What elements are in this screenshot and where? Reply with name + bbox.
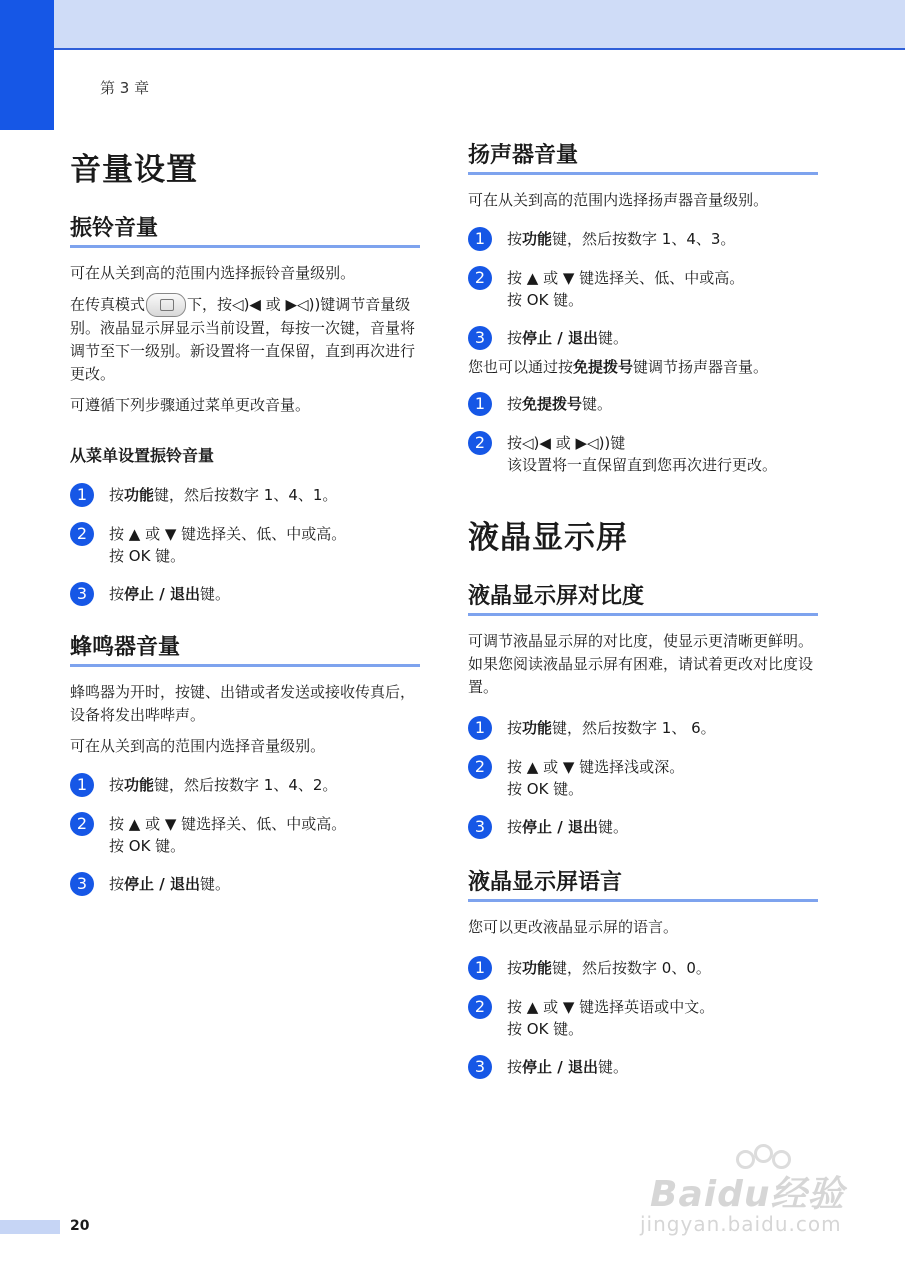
- header-band: [0, 0, 905, 50]
- chapter-label: 第 3 章: [100, 79, 150, 97]
- ring-step-2: 2 按 ▲ 或 ▼ 键选择关、低、中或高。 按 OK 键。: [70, 523, 420, 567]
- fax-mode-icon: [146, 293, 186, 317]
- baidu-watermark: [640, 1150, 850, 1240]
- step-number-1: 1: [468, 392, 492, 416]
- section-title-lcd: 液晶显示屏: [468, 520, 628, 556]
- beeper-step-3: 3 按停止 / 退出键。: [70, 873, 420, 896]
- step-number-1: 1: [468, 956, 492, 980]
- step-number-1: 1: [70, 773, 94, 797]
- contrast-intro: 可调节液晶显示屏的对比度，使显示更清晰更鲜明。如果您阅读液晶显示屏有困难，请试着更改对比度设置。: [468, 632, 814, 696]
- language-step-3: 3 按停止 / 退出键。: [468, 1056, 818, 1079]
- paw-print-icon: [754, 1144, 773, 1163]
- language-step-1: 1 按功能键，然后按数字 0、0。: [468, 957, 818, 980]
- volume-down-icon: ◁)◀: [522, 434, 551, 452]
- speaker-hook-note: 您也可以通过按免提拨号键调节扬声器音量。: [468, 358, 769, 376]
- beeper-step-1: 1 按功能键，然后按数字 1、4、2。: [70, 774, 420, 797]
- right-column: [468, 132, 818, 1079]
- step-number-3: 3: [468, 1055, 492, 1079]
- speaker-step-2: 2 按 ▲ 或 ▼ 键选择关、低、中或高。 按 OK 键。: [468, 267, 818, 311]
- watermark-url: jingyan.baidu.com: [640, 1212, 842, 1236]
- step-number-2: 2: [70, 522, 94, 546]
- ring-intro: 可在从关到高的范围内选择振铃音量级别。: [70, 264, 356, 282]
- step-number-2: 2: [70, 812, 94, 836]
- volume-up-icon: ▶◁)): [575, 434, 611, 452]
- speaker-step-3: 3 按停止 / 退出键。: [468, 327, 818, 350]
- step-number-1: 1: [468, 227, 492, 251]
- volume-up-icon: ▶◁)): [285, 295, 321, 314]
- speaker-step-hook-2: 2 按◁)◀ 或 ▶◁))键 该设置将一直保留直到您再次进行更改。: [468, 432, 818, 476]
- speaker-range: 可在从关到高的范围内选择扬声器音量级别。: [468, 191, 769, 209]
- step-number-3: 3: [468, 326, 492, 350]
- step-number-2: 2: [468, 266, 492, 290]
- step-number-3: 3: [70, 582, 94, 606]
- ring-step-1: 1 按功能键，然后按数字 1、4、1。: [70, 484, 420, 507]
- contrast-step-2: 2 按 ▲ 或 ▼ 键选择浅或深。 按 OK 键。: [468, 756, 818, 800]
- step-number-1: 1: [70, 483, 94, 507]
- step-number-2: 2: [468, 431, 492, 455]
- heading-lcd-language: 液晶显示屏语言: [468, 865, 818, 902]
- contrast-step-3: 3 按停止 / 退出键。: [468, 816, 818, 839]
- ring-step-3: 3 按停止 / 退出键。: [70, 583, 420, 606]
- contrast-step-1: 1 按功能键，然后按数字 1、 6。: [468, 717, 818, 740]
- beeper-intro: 蜂鸣器为开时，按键、出错或者发送或接收传真后，设备将发出哔哔声。: [70, 683, 416, 724]
- heading-lcd-contrast: 液晶显示屏对比度: [468, 579, 818, 616]
- heading-speaker-volume: 扬声器音量: [468, 138, 818, 175]
- volume-down-icon: ◁)◀: [232, 295, 261, 314]
- heading-beeper-volume: 蜂鸣器音量: [70, 630, 420, 667]
- step-number-3: 3: [468, 815, 492, 839]
- ring-fax-mode-text: 在传真模式 下，按◁)◀ 或 ▶◁))键调节音量级别。液晶显示屏显示当前设置，每按一次键，音量将调节至下一级别。新设置将一直保留，直到再次进行更改。: [70, 293, 420, 386]
- left-column: [70, 132, 420, 896]
- step-number-3: 3: [70, 872, 94, 896]
- language-step-2: 2 按 ▲ 或 ▼ 键选择英语或中文。 按 OK 键。: [468, 996, 818, 1040]
- heading-ring-volume: 振铃音量: [70, 211, 420, 248]
- watermark-logo: Baidu经验: [650, 1174, 845, 1215]
- subheading-ring-menu: 从菜单设置振铃音量: [70, 446, 215, 465]
- beeper-range: 可在从关到高的范围内选择音量级别。: [70, 737, 326, 755]
- footer-bar: [0, 1220, 60, 1234]
- page-number: 20: [70, 1218, 90, 1234]
- chapter-tab: [0, 0, 54, 130]
- beeper-step-2: 2 按 ▲ 或 ▼ 键选择关、低、中或高。 按 OK 键。: [70, 813, 420, 857]
- step-number-2: 2: [468, 755, 492, 779]
- ring-menu-note: 可遵循下列步骤通过菜单更改音量。: [70, 396, 311, 414]
- language-intro: 您可以更改液晶显示屏的语言。: [468, 918, 679, 936]
- speaker-step-1: 1 按功能键，然后按数字 1、4、3。: [468, 228, 818, 251]
- section-title-volume: 音量设置: [70, 152, 198, 188]
- step-number-2: 2: [468, 995, 492, 1019]
- step-number-1: 1: [468, 716, 492, 740]
- speaker-step-hook-1: 1 按免提拨号键。: [468, 393, 818, 416]
